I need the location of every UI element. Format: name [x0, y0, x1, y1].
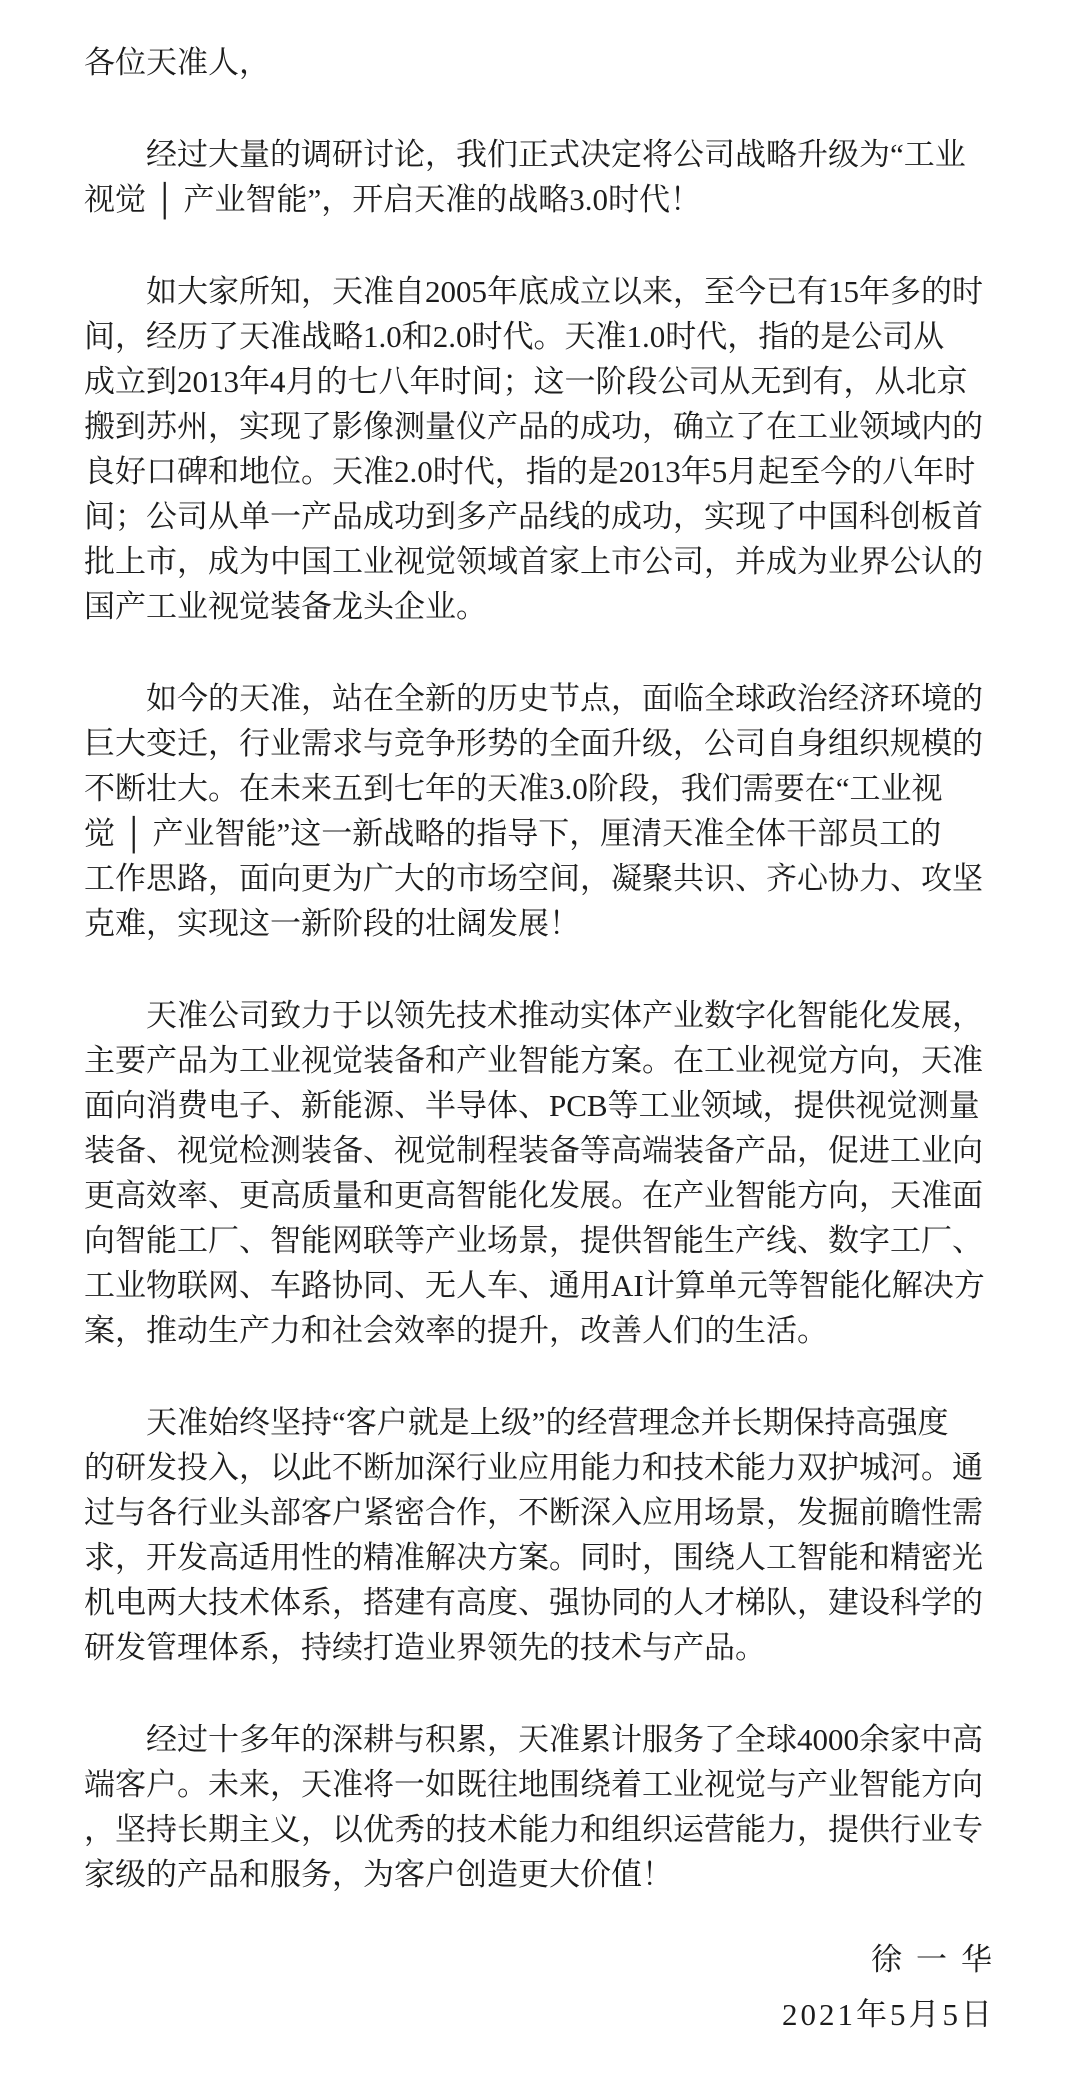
- text-line: 家级的产品和服务，为客户创造更大价值！: [84, 1857, 673, 1892]
- paragraph-outlook: [84, 1717, 992, 1897]
- paragraph-new-stage: [84, 676, 992, 946]
- signature-date: 2021年5月5日: [782, 1997, 995, 2032]
- greeting-line: 各位天准人，: [84, 45, 270, 80]
- text-line: 装备、视觉检测装备、视觉制程装备等高端装备产品，促进工业向: [84, 1133, 983, 1168]
- text-line: 工作思路，面向更为广大的市场空间，凝聚共识、齐心协力、攻坚: [84, 861, 983, 896]
- text-line: ，坚持长期主义，以优秀的技术能力和组织运营能力，提供行业专: [84, 1812, 983, 1847]
- paragraph-products: [84, 993, 992, 1353]
- text-line: 更高效率、更高质量和更高智能化发展。在产业智能方向，天准面: [84, 1178, 983, 1213]
- text-line: 巨大变迁，行业需求与竞争形势的全面升级，公司自身组织规模的: [84, 726, 983, 761]
- text-line: 面向消费电子、新能源、半导体、PCB等工业领域，提供视觉测量: [84, 1088, 980, 1123]
- text-line: 工业物联网、车路协同、无人车、通用AI计算单元等智能化解决方: [84, 1268, 985, 1303]
- text-line: 不断壮大。在未来五到七年的天准3.0阶段，我们需要在“工业视: [84, 771, 943, 806]
- text-line: 研发管理体系，持续打造业界领先的技术与产品。: [84, 1630, 766, 1665]
- paragraph-strategy-upgrade: [84, 132, 992, 222]
- text-line: 经过十多年的深耕与积累，天准累计服务了全球4000余家中高: [146, 1722, 983, 1757]
- text-line: 经过大量的调研讨论，我们正式决定将公司战略升级为“工业: [146, 137, 966, 172]
- text-line: 成立到2013年4月的七八年时间；这一阶段公司从无到有，从北京: [84, 364, 968, 399]
- text-line: 过与各行业头部客户紧密合作，不断深入应用场景，发掘前瞻性需: [84, 1495, 983, 1530]
- text-line: 视觉 │ 产业智能”，开启天准的战略3.0时代！: [84, 182, 701, 217]
- text-line: 的研发投入，以此不断加深行业应用能力和技术能力双护城河。通: [84, 1450, 983, 1485]
- text-line: 搬到苏州，实现了影像测量仪产品的成功，确立了在工业领域内的: [84, 409, 983, 444]
- text-line: 端客户。未来，天准将一如既往地围绕着工业视觉与产业智能方向: [84, 1767, 983, 1802]
- text-line: 国产工业视觉装备龙头企业。: [84, 589, 487, 624]
- text-line: 觉 │ 产业智能”这一新战略的指导下，厘清天准全体干部员工的: [84, 816, 942, 851]
- text-line: 良好口碑和地位。天准2.0时代，指的是2013年5月起至今的八年时: [84, 454, 976, 489]
- text-line: 如大家所知，天准自2005年底成立以来，至今已有15年多的时: [146, 274, 983, 309]
- signature-name: 徐一华: [871, 1942, 1006, 1977]
- text-line: 机电两大技术体系，搭建有高度、强协同的人才梯队，建设科学的: [84, 1585, 983, 1620]
- text-line: 克难，实现这一新阶段的壮阔发展！: [84, 906, 580, 941]
- text-line: 如今的天准，站在全新的历史节点，面临全球政治经济环境的: [146, 681, 983, 716]
- paragraph-philosophy: [84, 1400, 992, 1670]
- text-line: 间，经历了天准战略1.0和2.0时代。天准1.0时代，指的是公司从: [84, 319, 945, 354]
- text-line: 天准始终坚持“客户就是上级”的经营理念并长期保持高强度: [146, 1405, 949, 1440]
- text-line: 案，推动生产力和社会效率的提升，改善人们的生活。: [84, 1313, 828, 1348]
- text-line: 天准公司致力于以领先技术推动实体产业数字化智能化发展，: [146, 998, 983, 1033]
- text-line: 向智能工厂、智能网联等产业场景，提供智能生产线、数字工厂、: [84, 1223, 983, 1258]
- text-line: 求，开发高适用性的精准解决方案。同时，围绕人工智能和精密光: [84, 1540, 983, 1575]
- text-line: 批上市，成为中国工业视觉领域首家上市公司，并成为业界公认的: [84, 544, 983, 579]
- text-line: 主要产品为工业视觉装备和产业智能方案。在工业视觉方向，天准: [84, 1043, 983, 1078]
- paragraph-history: [84, 269, 992, 629]
- text-line: 间；公司从单一产品成功到多产品线的成功，实现了中国科创板首: [84, 499, 983, 534]
